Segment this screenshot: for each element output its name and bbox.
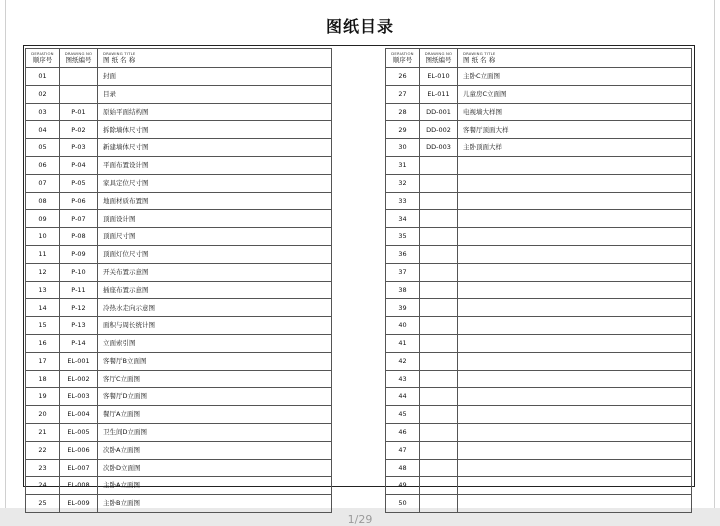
drawing-index-table-right bbox=[385, 48, 692, 513]
name-cell: 家具定位尺寸图 bbox=[98, 174, 332, 192]
name-cell: 餐厅A立面图 bbox=[98, 406, 332, 424]
page-indicator: 1/29 bbox=[347, 513, 373, 526]
name-cell bbox=[458, 441, 692, 459]
seq-cell: 01 bbox=[26, 68, 60, 86]
name-cell bbox=[458, 459, 692, 477]
table-row bbox=[26, 85, 332, 103]
code-cell: P-03 bbox=[60, 139, 98, 157]
table-row bbox=[386, 156, 692, 174]
code-cell bbox=[420, 228, 458, 246]
table-header-row bbox=[386, 49, 692, 68]
table-header-row bbox=[26, 49, 332, 68]
code-cell bbox=[420, 210, 458, 228]
code-cell bbox=[420, 352, 458, 370]
seq-cell: 19 bbox=[26, 388, 60, 406]
table-row bbox=[386, 459, 692, 477]
seq-cell: 09 bbox=[26, 210, 60, 228]
name-cell bbox=[458, 228, 692, 246]
name-cell: 客餐厅B立面图 bbox=[98, 352, 332, 370]
table-row bbox=[26, 103, 332, 121]
name-header bbox=[98, 49, 332, 68]
code-cell: P-02 bbox=[60, 121, 98, 139]
seq-cell: 45 bbox=[386, 406, 420, 424]
code-cell bbox=[420, 423, 458, 441]
code-cell: DD-003 bbox=[420, 139, 458, 157]
seq-cell: 07 bbox=[26, 174, 60, 192]
name-cell bbox=[458, 174, 692, 192]
table-row bbox=[386, 299, 692, 317]
code-cell: P-12 bbox=[60, 299, 98, 317]
name-cell: 原始平面结构图 bbox=[98, 103, 332, 121]
code-cell: EL-002 bbox=[60, 370, 98, 388]
table-row bbox=[26, 156, 332, 174]
code-cell bbox=[420, 406, 458, 424]
table-row bbox=[26, 228, 332, 246]
seq-cell: 35 bbox=[386, 228, 420, 246]
name-cell: 面积与周长统计图 bbox=[98, 317, 332, 335]
table-row bbox=[386, 441, 692, 459]
seq-cell: 32 bbox=[386, 174, 420, 192]
seq-cell: 24 bbox=[26, 477, 60, 495]
seq-cell: 10 bbox=[26, 228, 60, 246]
code-cell: P-08 bbox=[60, 228, 98, 246]
name-cell bbox=[458, 245, 692, 263]
page-title: 图纸目录 bbox=[325, 17, 394, 36]
seq-cell: 08 bbox=[26, 192, 60, 210]
table-row bbox=[386, 121, 692, 139]
name-cell: 卫生间D立面图 bbox=[98, 423, 332, 441]
name-cell: 主卧C立面图 bbox=[458, 68, 692, 86]
seq-cell: 16 bbox=[26, 334, 60, 352]
table-row bbox=[26, 423, 332, 441]
table-row bbox=[26, 263, 332, 281]
seq-cell: 02 bbox=[26, 85, 60, 103]
code-cell bbox=[420, 174, 458, 192]
name-cell: 次卧A立面图 bbox=[98, 441, 332, 459]
code-cell: EL-001 bbox=[60, 352, 98, 370]
table-row bbox=[386, 334, 692, 352]
code-header-en: DRAWING NO bbox=[64, 51, 93, 57]
code-cell: EL-011 bbox=[420, 85, 458, 103]
name-cell bbox=[458, 388, 692, 406]
name-cell: 开关布置示意图 bbox=[98, 263, 332, 281]
table-row bbox=[26, 441, 332, 459]
name-cell bbox=[458, 281, 692, 299]
table-row bbox=[386, 263, 692, 281]
seq-cell: 31 bbox=[386, 156, 420, 174]
seq-cell: 30 bbox=[386, 139, 420, 157]
code-cell: EL-010 bbox=[420, 68, 458, 86]
seq-cell: 47 bbox=[386, 441, 420, 459]
table-row bbox=[26, 317, 332, 335]
seq-cell: 14 bbox=[26, 299, 60, 317]
code-cell: P-10 bbox=[60, 263, 98, 281]
sheet-edge-left bbox=[5, 0, 6, 508]
seq-cell: 23 bbox=[26, 459, 60, 477]
seq-header-cn: 顺序号 bbox=[392, 56, 413, 65]
seq-cell: 40 bbox=[386, 317, 420, 335]
seq-cell: 04 bbox=[26, 121, 60, 139]
seq-cell: 06 bbox=[26, 156, 60, 174]
name-cell: 封面 bbox=[98, 68, 332, 86]
code-cell bbox=[420, 334, 458, 352]
code-cell: P-13 bbox=[60, 317, 98, 335]
table-row bbox=[26, 245, 332, 263]
table-row bbox=[386, 228, 692, 246]
seq-cell: 39 bbox=[386, 299, 420, 317]
table-row bbox=[386, 139, 692, 157]
table-row bbox=[26, 388, 332, 406]
code-header bbox=[60, 49, 98, 68]
seq-header bbox=[26, 49, 60, 68]
seq-cell: 46 bbox=[386, 423, 420, 441]
table-row bbox=[386, 192, 692, 210]
name-cell: 冷热水走向示意图 bbox=[98, 299, 332, 317]
seq-cell: 13 bbox=[26, 281, 60, 299]
name-cell: 儿童房C立面图 bbox=[458, 85, 692, 103]
seq-cell: 36 bbox=[386, 245, 420, 263]
table-row bbox=[386, 406, 692, 424]
seq-cell: 12 bbox=[26, 263, 60, 281]
table-row bbox=[386, 370, 692, 388]
table-row bbox=[386, 317, 692, 335]
seq-header-en: DERIATION bbox=[391, 51, 414, 57]
table-row bbox=[386, 85, 692, 103]
name-cell: 主卧顶面大样 bbox=[458, 139, 692, 157]
name-cell: 主卧A立面图 bbox=[98, 477, 332, 495]
table-row bbox=[26, 370, 332, 388]
name-cell bbox=[458, 370, 692, 388]
name-cell: 电视墙大样图 bbox=[458, 103, 692, 121]
seq-cell: 29 bbox=[386, 121, 420, 139]
seq-cell: 22 bbox=[26, 441, 60, 459]
table-row bbox=[26, 334, 332, 352]
name-cell: 插座布置示意图 bbox=[98, 281, 332, 299]
table-row bbox=[386, 388, 692, 406]
code-cell bbox=[420, 370, 458, 388]
table-row bbox=[26, 299, 332, 317]
table-row bbox=[26, 210, 332, 228]
name-header-en: DRAWING TITLE bbox=[463, 51, 496, 57]
seq-cell: 42 bbox=[386, 352, 420, 370]
table-row bbox=[26, 174, 332, 192]
table-row bbox=[386, 281, 692, 299]
code-cell bbox=[420, 477, 458, 495]
seq-cell: 28 bbox=[386, 103, 420, 121]
seq-cell: 20 bbox=[26, 406, 60, 424]
code-cell: P-01 bbox=[60, 103, 98, 121]
code-cell: EL-007 bbox=[60, 459, 98, 477]
code-cell bbox=[420, 263, 458, 281]
code-cell: P-06 bbox=[60, 192, 98, 210]
seq-cell: 34 bbox=[386, 210, 420, 228]
seq-cell: 50 bbox=[386, 495, 420, 513]
seq-cell: 17 bbox=[26, 352, 60, 370]
code-cell: EL-006 bbox=[60, 441, 98, 459]
seq-cell: 03 bbox=[26, 103, 60, 121]
seq-cell: 25 bbox=[26, 495, 60, 513]
table-row bbox=[386, 210, 692, 228]
seq-cell: 41 bbox=[386, 334, 420, 352]
name-cell bbox=[458, 423, 692, 441]
code-cell bbox=[420, 281, 458, 299]
code-cell bbox=[420, 459, 458, 477]
table-row bbox=[386, 245, 692, 263]
table-row bbox=[26, 281, 332, 299]
name-cell: 主卧B立面图 bbox=[98, 495, 332, 513]
sheet-edge-right bbox=[714, 0, 715, 508]
seq-cell: 43 bbox=[386, 370, 420, 388]
seq-cell: 49 bbox=[386, 477, 420, 495]
name-cell: 客厅C立面图 bbox=[98, 370, 332, 388]
seq-cell: 44 bbox=[386, 388, 420, 406]
code-cell: DD-002 bbox=[420, 121, 458, 139]
table-row bbox=[386, 174, 692, 192]
name-cell bbox=[458, 210, 692, 228]
name-cell: 目录 bbox=[98, 85, 332, 103]
name-cell: 次卧D立面图 bbox=[98, 459, 332, 477]
name-cell: 客餐厅顶面大样 bbox=[458, 121, 692, 139]
drawing-index-table-left bbox=[25, 48, 332, 513]
name-cell: 平面布置设计图 bbox=[98, 156, 332, 174]
code-cell: P-05 bbox=[60, 174, 98, 192]
code-header-cn: 图纸编号 bbox=[425, 56, 452, 65]
name-header-cn: 图 纸 名 称 bbox=[463, 56, 496, 65]
name-cell bbox=[458, 406, 692, 424]
code-cell: P-11 bbox=[60, 281, 98, 299]
code-cell bbox=[60, 68, 98, 86]
name-cell: 立面索引图 bbox=[98, 334, 332, 352]
seq-cell: 15 bbox=[26, 317, 60, 335]
seq-cell: 11 bbox=[26, 245, 60, 263]
table-row bbox=[26, 68, 332, 86]
name-cell: 地面材质布置图 bbox=[98, 192, 332, 210]
code-cell: EL-009 bbox=[60, 495, 98, 513]
name-cell bbox=[458, 352, 692, 370]
table-row bbox=[386, 495, 692, 513]
name-header-en: DRAWING TITLE bbox=[103, 51, 136, 57]
table-row bbox=[26, 406, 332, 424]
code-cell bbox=[420, 441, 458, 459]
name-cell bbox=[458, 299, 692, 317]
seq-header-en: DERIATION bbox=[31, 51, 54, 57]
name-cell bbox=[458, 317, 692, 335]
code-cell bbox=[420, 388, 458, 406]
code-cell: EL-008 bbox=[60, 477, 98, 495]
code-cell: P-07 bbox=[60, 210, 98, 228]
name-header-cn: 图 纸 名 称 bbox=[103, 56, 136, 65]
name-cell bbox=[458, 495, 692, 513]
table-row bbox=[386, 477, 692, 495]
name-cell: 拆除墙体尺寸图 bbox=[98, 121, 332, 139]
code-cell bbox=[420, 495, 458, 513]
code-cell: DD-001 bbox=[420, 103, 458, 121]
seq-header bbox=[386, 49, 420, 68]
name-header bbox=[458, 49, 692, 68]
table-row bbox=[386, 352, 692, 370]
code-cell: EL-003 bbox=[60, 388, 98, 406]
seq-cell: 21 bbox=[26, 423, 60, 441]
code-header bbox=[420, 49, 458, 68]
code-cell bbox=[420, 317, 458, 335]
code-header-cn: 图纸编号 bbox=[65, 56, 92, 65]
name-cell bbox=[458, 263, 692, 281]
seq-cell: 27 bbox=[386, 85, 420, 103]
seq-cell: 05 bbox=[26, 139, 60, 157]
seq-header-cn: 顺序号 bbox=[32, 56, 53, 65]
name-cell bbox=[458, 156, 692, 174]
seq-cell: 37 bbox=[386, 263, 420, 281]
table-row bbox=[26, 495, 332, 513]
code-cell: P-09 bbox=[60, 245, 98, 263]
table-row bbox=[386, 68, 692, 86]
seq-cell: 18 bbox=[26, 370, 60, 388]
table-row bbox=[386, 103, 692, 121]
name-cell: 新建墙体尺寸图 bbox=[98, 139, 332, 157]
code-cell: EL-005 bbox=[60, 423, 98, 441]
name-cell bbox=[458, 334, 692, 352]
name-cell: 顶面尺寸图 bbox=[98, 228, 332, 246]
name-cell: 顶面灯位尺寸图 bbox=[98, 245, 332, 263]
seq-cell: 38 bbox=[386, 281, 420, 299]
seq-cell: 48 bbox=[386, 459, 420, 477]
name-cell bbox=[458, 477, 692, 495]
table-row bbox=[26, 121, 332, 139]
code-cell: P-04 bbox=[60, 156, 98, 174]
code-header-en: DRAWING NO bbox=[424, 51, 453, 57]
table-row bbox=[26, 459, 332, 477]
code-cell bbox=[420, 156, 458, 174]
table-row bbox=[26, 477, 332, 495]
seq-cell: 33 bbox=[386, 192, 420, 210]
code-cell bbox=[420, 192, 458, 210]
table-row bbox=[26, 192, 332, 210]
name-cell bbox=[458, 192, 692, 210]
code-cell: EL-004 bbox=[60, 406, 98, 424]
code-cell bbox=[420, 245, 458, 263]
code-cell: P-14 bbox=[60, 334, 98, 352]
table-row bbox=[386, 423, 692, 441]
code-cell bbox=[420, 299, 458, 317]
table-row bbox=[26, 352, 332, 370]
name-cell: 顶面设计图 bbox=[98, 210, 332, 228]
seq-cell: 26 bbox=[386, 68, 420, 86]
table-row bbox=[26, 139, 332, 157]
name-cell: 客餐厅D立面图 bbox=[98, 388, 332, 406]
code-cell bbox=[60, 85, 98, 103]
